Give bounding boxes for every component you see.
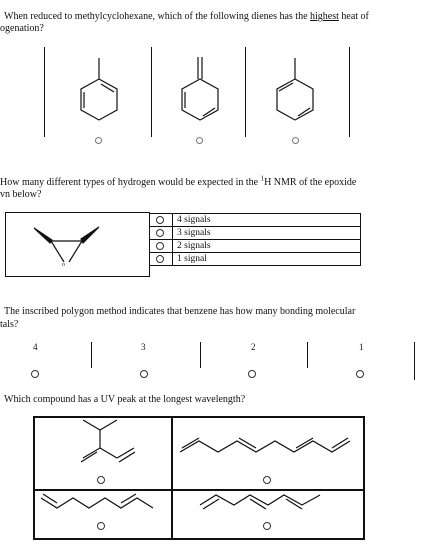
q3-divider <box>91 342 92 368</box>
question-1-text-after: heat of <box>338 11 369 22</box>
q2-option-2-radio[interactable] <box>156 229 164 237</box>
q3-choice-1-radio[interactable] <box>31 370 39 378</box>
question-2-superscript: 1 <box>260 174 265 183</box>
polyene-structure-3 <box>41 494 153 508</box>
q2-option-radio-cell[interactable] <box>150 240 173 253</box>
question-2-line-1 <box>0 174 357 189</box>
question-3-line-1: The inscribed polygon method indicates that benzene has how many bonding molecular <box>4 306 356 317</box>
svg-text:o: o <box>62 262 65 268</box>
polyene-structure-1 <box>81 420 135 462</box>
q2-option-radio-cell[interactable] <box>150 214 173 227</box>
q2-option-row[interactable] <box>150 240 361 253</box>
q3-divider <box>414 342 415 380</box>
epoxide-structure <box>0 208 150 278</box>
q3-choice-3-radio[interactable] <box>248 370 256 378</box>
diene-structure-c <box>277 58 313 120</box>
q2-option-4-radio[interactable] <box>156 255 164 263</box>
q3-divider <box>307 342 308 368</box>
q2-option-label: 2 signals <box>173 240 361 253</box>
question-1-line-2: ogenation? <box>0 23 44 34</box>
q3-choice-label: 1 <box>359 342 364 352</box>
q3-choice-label: 4 <box>33 342 38 352</box>
q3-choice-2-radio[interactable] <box>140 370 148 378</box>
q2-option-label: 1 signal <box>173 253 361 266</box>
question-1-highlight: highest <box>310 11 339 22</box>
q2-option-radio-cell[interactable] <box>150 227 173 240</box>
q2-option-row[interactable] <box>150 214 361 227</box>
polyene-structure-4 <box>200 495 320 509</box>
q3-choice-label: 2 <box>251 342 256 352</box>
polyene-structures <box>0 410 424 550</box>
q2-option-1-radio[interactable] <box>156 216 164 224</box>
question-2-line-2: vn below? <box>0 189 42 200</box>
q4-option-3-radio[interactable] <box>97 522 105 530</box>
diene-structures <box>0 0 424 140</box>
q2-options-table <box>149 213 361 266</box>
q2-option-label: 3 signals <box>173 227 361 240</box>
q2-option-row[interactable] <box>150 253 361 266</box>
q4-option-2-radio[interactable] <box>263 476 271 484</box>
q4-option-1-radio[interactable] <box>97 476 105 484</box>
q3-divider <box>200 342 201 368</box>
diene-structure-b <box>182 57 218 120</box>
question-2-text: How many different types of hydrogen would be expected in the <box>0 177 261 188</box>
q3-choice-4-radio[interactable] <box>356 370 364 378</box>
q2-option-label: 4 signals <box>173 214 361 227</box>
question-1-text-before: When reduced to methylcyclohexane, which of the following dienes has the <box>4 11 311 22</box>
q3-choice-label: 3 <box>141 342 146 352</box>
q2-option-row[interactable] <box>150 227 361 240</box>
q2-option-3-radio[interactable] <box>156 242 164 250</box>
q1-option-a-radio[interactable] <box>95 137 102 144</box>
q4-option-4-radio[interactable] <box>263 522 271 530</box>
question-4-text: Which compound has a UV peak at the longest wavelength? <box>4 394 246 405</box>
question-2-text-end: H NMR of the epoxide <box>264 177 357 188</box>
polyene-structure-2 <box>180 438 350 452</box>
q1-option-b-radio[interactable] <box>196 137 203 144</box>
q1-option-c-radio[interactable] <box>292 137 299 144</box>
question-3-line-2: tals? <box>0 319 19 330</box>
q2-option-radio-cell[interactable] <box>150 253 173 266</box>
diene-structure-a <box>81 58 117 120</box>
